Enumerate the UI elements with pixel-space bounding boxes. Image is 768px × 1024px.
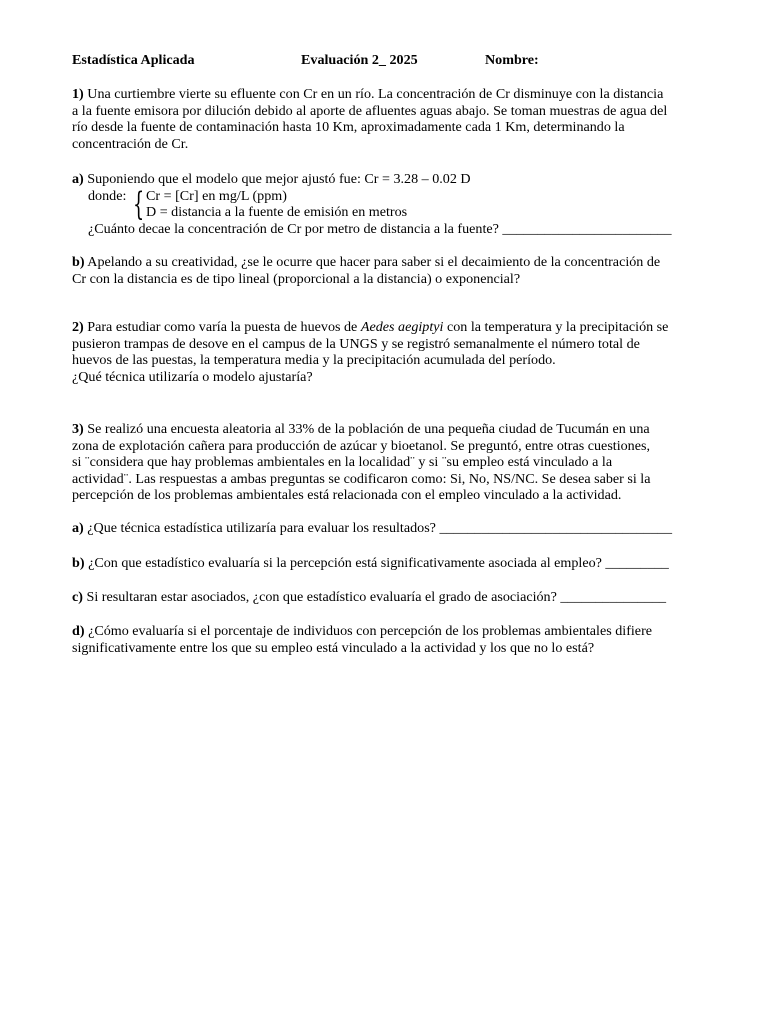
question-1b-line: Cr con la distancia es de tipo lineal (proporcional a la distancia) o exponencial?	[72, 270, 521, 287]
question-1b-label: b)	[72, 254, 85, 270]
question-3-line: 3) Se realizó una encuesta aleatoria al 33% de la población de una pequeña ciudad de Tucumán en una	[72, 421, 650, 437]
question-3c-label: c)	[72, 589, 83, 605]
evaluation-title: Evaluación 2_ 2025	[301, 52, 418, 68]
course-title: Estadística Aplicada	[72, 52, 195, 68]
question-3b-line: b) ¿Con que estadístico evaluaría si la percepción está significativamente asociada al empleo? _________	[72, 555, 669, 571]
definition-d: D = distancia a la fuente de emisión en metros	[146, 204, 408, 221]
question-1	[72, 86, 667, 152]
exam-page	[72, 52, 732, 656]
question-3a	[72, 520, 672, 537]
question-3-line: si ¨considera que hay problemas ambientales en la localidad¨ y si ¨su empleo está vinculado a la	[72, 454, 613, 471]
question-3d	[72, 623, 652, 656]
question-3-line: zona de explotación cañera para producción de azúcar y bioetanol. Se preguntó, entre otras cuestiones,	[72, 437, 650, 454]
question-1-line: 1) Una curtiembre vierte su efluente con Cr en un río. La concentración de Cr disminuye con la distancia	[72, 86, 664, 102]
species-name: Aedes aegiptyi	[360, 319, 444, 335]
question-3d-label: d)	[72, 623, 85, 639]
question-2	[72, 319, 668, 385]
donde-label: donde:	[88, 187, 127, 204]
question-2-number: 2)	[72, 319, 84, 335]
name-label: Nombre:	[485, 52, 539, 68]
question-2-line: huevos de las puestas, la temperatura media y la precipitación acumulada del período.	[72, 352, 556, 369]
question-1-line: río desde la fuente de contaminación hasta 10 Km, aproximadamente cada 1 Km, determinando la	[72, 119, 625, 136]
question-1-line: a la fuente emisora por dilución debido al aporte de afluentes aguas abajo. Se toman muestras de agua del	[72, 102, 668, 119]
question-1a-label: a)	[72, 171, 84, 187]
definition-cr: Cr = [Cr] en mg/L (ppm)	[146, 187, 287, 204]
question-3c-line: c) Si resultaran estar asociados, ¿con que estadístico evaluaría el grado de asociación? _______________	[72, 589, 667, 605]
question-1-line: concentración de Cr.	[72, 135, 189, 152]
question-1a-question: ¿Cuánto decae la concentración de Cr por metro de distancia a la fuente? ________________________	[88, 220, 672, 237]
question-1-number: 1)	[72, 86, 84, 102]
question-3a-line: a) ¿Que técnica estadística utilizaría para evaluar los resultados? _________________________________	[72, 520, 672, 536]
question-1a-intro: a) Suponiendo que el modelo que mejor ajustó fue: Cr = 3.28 – 0.02 D	[72, 171, 471, 187]
question-3d-line: significativamente entre los que su empleo está vinculado a la actividad y los que no lo está?	[72, 639, 595, 656]
model-definitions	[72, 184, 672, 223]
question-1b	[72, 254, 660, 287]
question-1a	[72, 171, 672, 237]
question-3c	[72, 589, 666, 606]
question-3-line: actividad¨. Las respuestas a ambas preguntas se codificaron como: Si, No, NS/NC. Se desea saber si la	[72, 470, 651, 487]
question-2-line: pusieron trampas de desove en el campus de la UNGS y se registró semanalmente el número total de	[72, 335, 640, 352]
question-3b	[72, 555, 669, 572]
question-3-number: 3)	[72, 421, 84, 437]
question-3a-label: a)	[72, 520, 84, 536]
exam-header	[72, 52, 732, 70]
question-3d-line: d) ¿Cómo evaluaría si el porcentaje de individuos con percepción de los problemas ambientales difiere	[72, 623, 653, 639]
question-2-line: ¿Qué técnica utilizaría o modelo ajustaría?	[72, 368, 313, 385]
question-1b-line: b) Apelando a su creatividad, ¿se le ocurre que hacer para saber si el decaimiento de la concentración de	[72, 254, 661, 270]
left-brace: {	[133, 184, 145, 223]
question-3-line: percepción de los problemas ambientales está relacionada con el empleo vinculado a la actividad.	[72, 487, 622, 504]
question-2-line: 2) Para estudiar como varía la puesta de huevos de Aedes aegiptyi con la temperatura y la precipitación se	[72, 319, 669, 335]
question-3b-label: b)	[72, 555, 85, 571]
question-3	[72, 421, 650, 504]
